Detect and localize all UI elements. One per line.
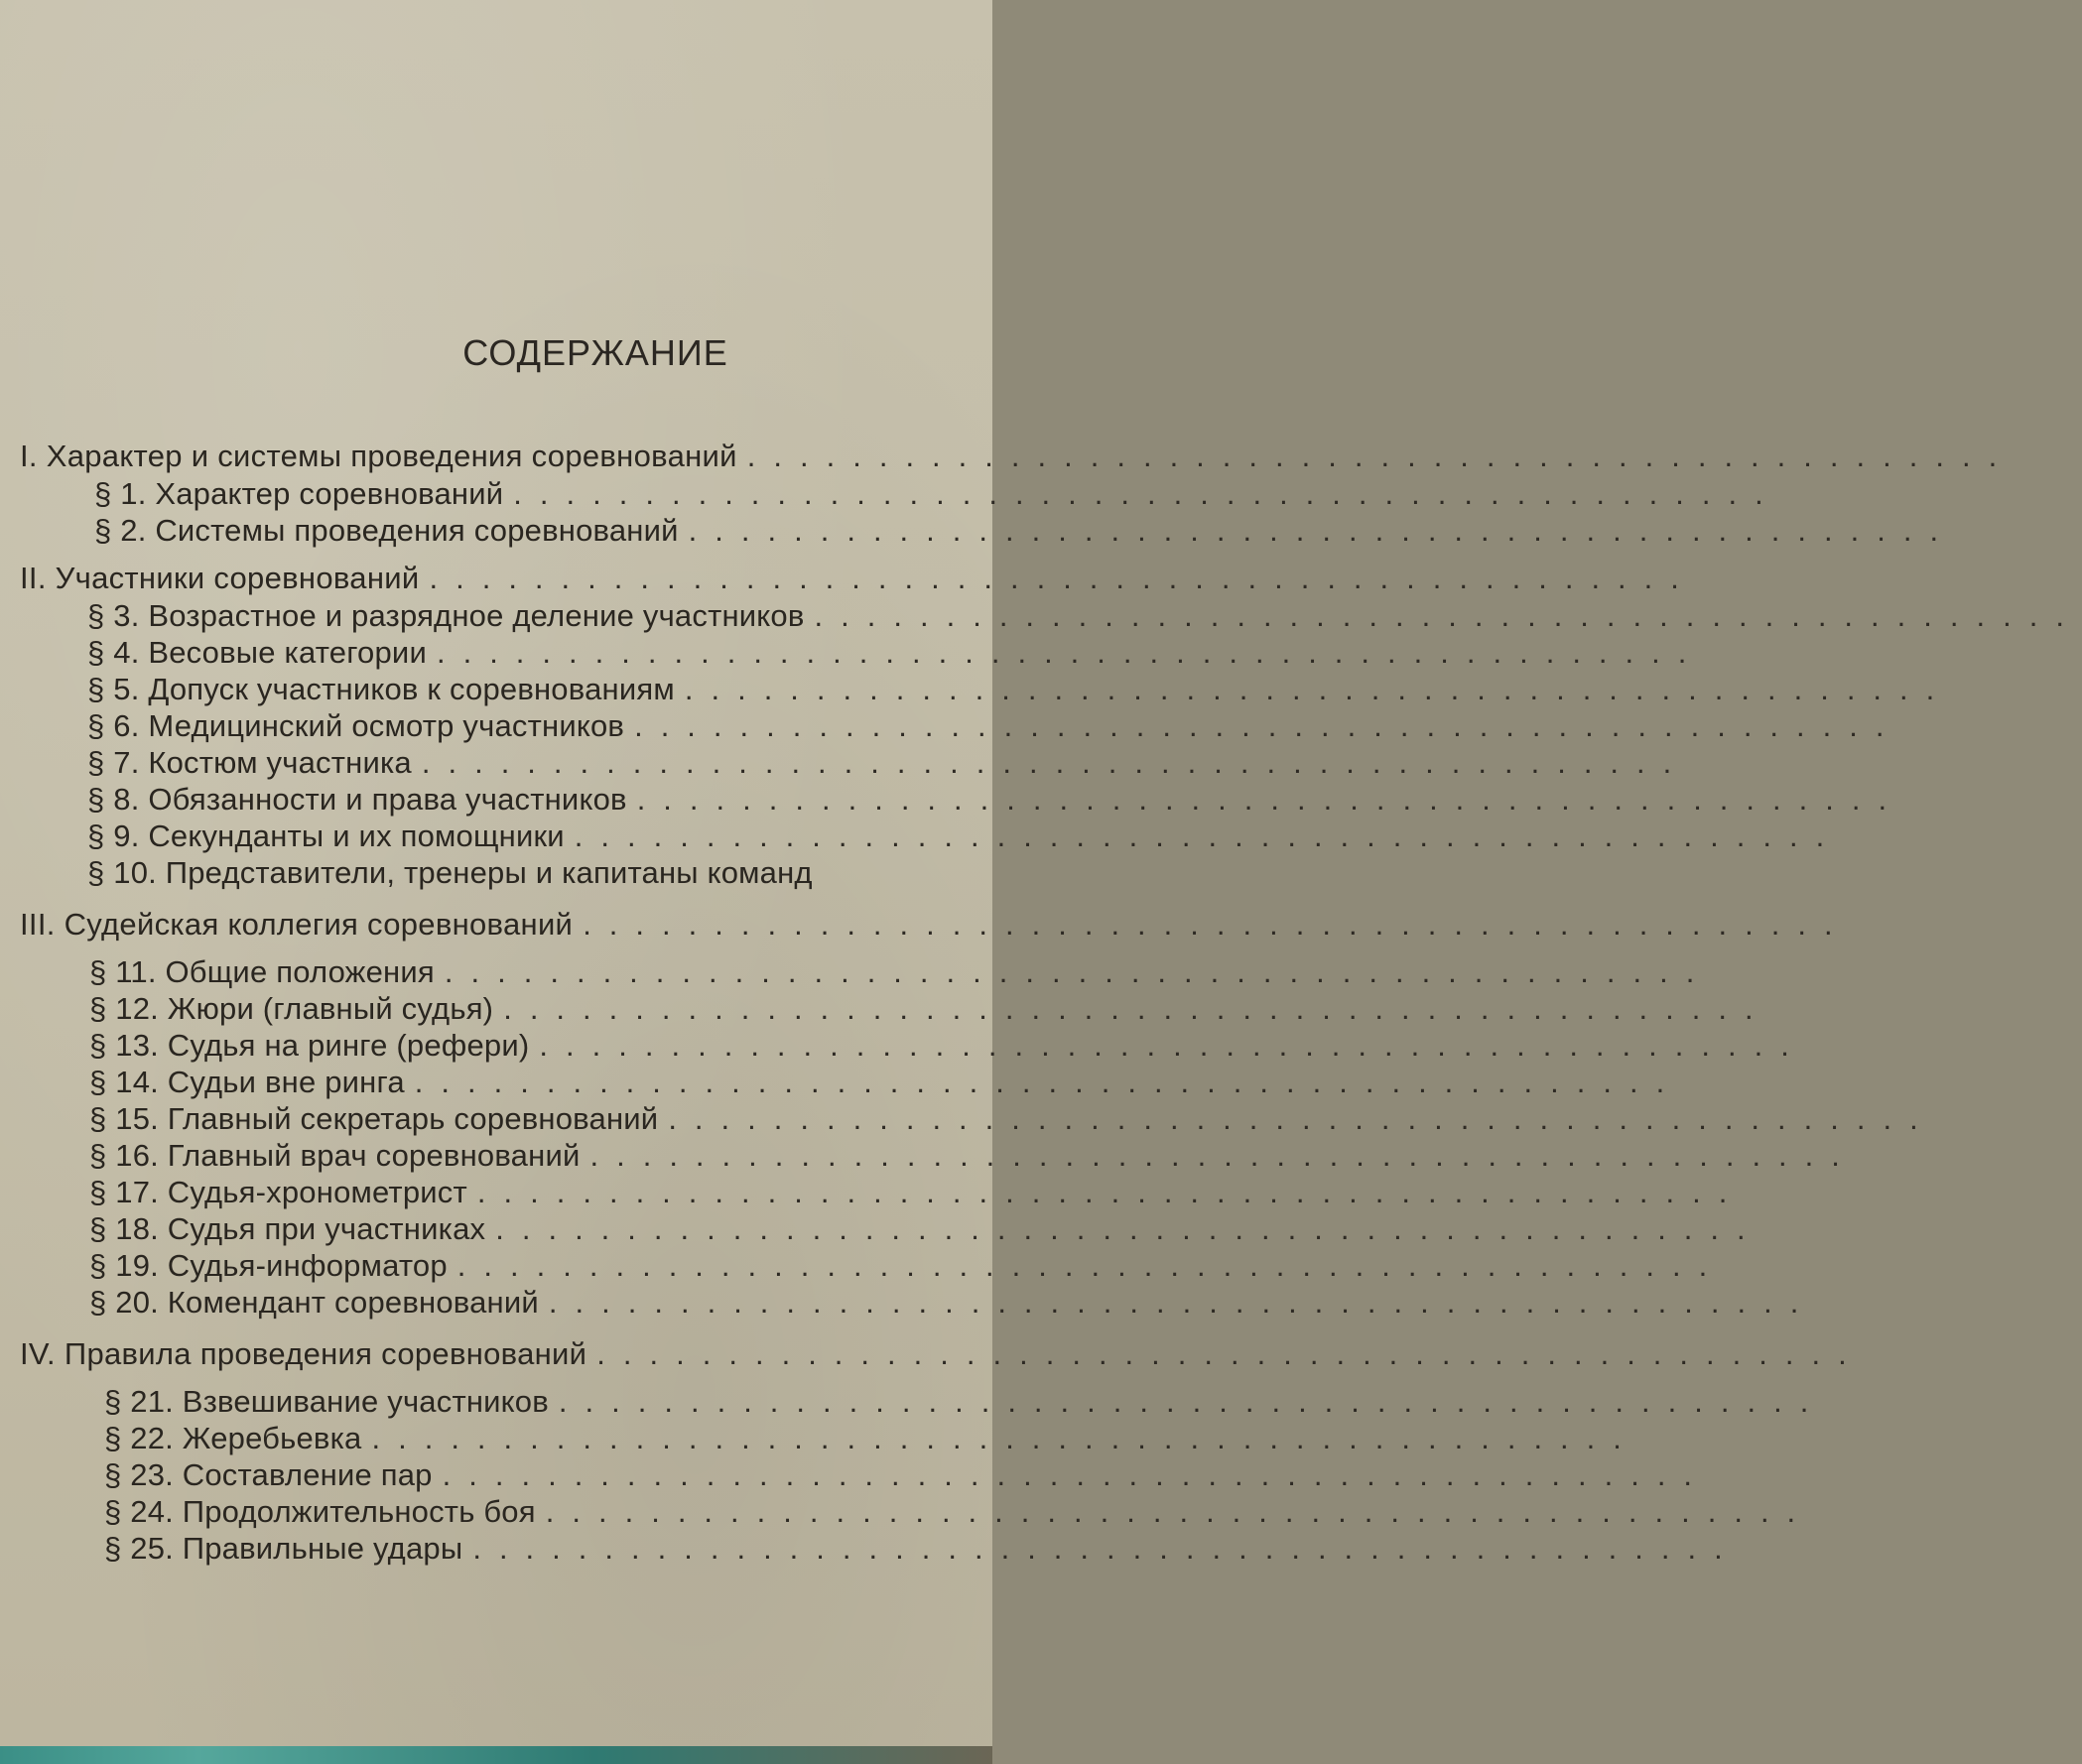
section-label: § 12. Жюри (главный судья): [89, 991, 494, 1026]
dot-leader: ................................................: [558, 1384, 1827, 1419]
section-label: § 19. Судья-информатор: [89, 1248, 448, 1283]
section-23: [20, 1456, 1711, 1493]
section-12: [20, 990, 1771, 1027]
section-label: § 3. Возрастное и разрядное деление участников: [87, 598, 805, 633]
section-8: [20, 781, 1905, 818]
section-label: § 7. Костюм участника: [87, 745, 412, 780]
section-9: [20, 818, 1843, 854]
section-14: [20, 1064, 1683, 1100]
section-label: § 22. Жеребьевка: [104, 1421, 362, 1455]
dot-leader: ................................................: [636, 782, 1905, 817]
section-label: § 5. Допуск участников к соревнованиям: [87, 672, 675, 706]
section-label: § 20. Комендант соревнований: [89, 1285, 539, 1320]
chapter-3: [20, 905, 1851, 944]
section-10: [20, 854, 992, 891]
dot-leader: ................................................: [746, 439, 2016, 473]
section-16: [20, 1137, 1858, 1174]
dot-leader: ................................................: [574, 819, 1843, 853]
section-15: [20, 1100, 1936, 1137]
section-18: [20, 1210, 1763, 1247]
chapter-label: I. Характер и системы проведения соревнований: [20, 439, 737, 473]
dot-leader: ................................................: [539, 1028, 1807, 1063]
section-24: [20, 1493, 1814, 1530]
dot-leader: ................................................: [583, 907, 1851, 942]
section-7: [20, 744, 1690, 781]
dot-leader: ................................................: [476, 1175, 1746, 1209]
dot-leader: ................................................: [371, 1421, 1639, 1455]
section-label: § 1. Характер соревнований: [94, 476, 504, 511]
dot-leader: ................................................: [421, 745, 1690, 780]
dot-leader: ................................................: [688, 513, 1957, 548]
dot-leader: ................................................: [503, 991, 1771, 1026]
section-11: [20, 953, 1713, 990]
section-25: [20, 1530, 1741, 1567]
section-6: [20, 707, 1902, 744]
section-4: [20, 634, 1705, 671]
chapter-1: [20, 437, 2016, 475]
chapter-2: [20, 559, 1697, 597]
section-1: [20, 475, 1781, 512]
page-title: СОДЕРЖАНИЕ: [462, 332, 728, 373]
section-label: § 9. Секунданты и их помощники: [87, 819, 565, 853]
section-20: [20, 1284, 1817, 1321]
section-label: § 6. Медицинский осмотр участников: [87, 708, 625, 743]
section-5: [20, 671, 1953, 707]
section-label: § 15. Главный секретарь соревнований: [89, 1101, 659, 1136]
section-3: [20, 597, 2082, 634]
section-label: § 18. Судья при участниках: [89, 1211, 486, 1246]
chapter-4: [20, 1334, 1865, 1373]
dot-leader: ................................................: [495, 1211, 1763, 1246]
dot-leader: ................................................: [589, 1138, 1858, 1173]
section-label: § 11. Общие положения: [89, 954, 435, 989]
dot-leader: ................................................: [444, 954, 1713, 989]
dot-leader: ................................................: [442, 1457, 1711, 1492]
dot-leader: ................................................: [456, 1248, 1726, 1283]
section-17: [20, 1174, 1746, 1210]
dot-leader: ................................................: [668, 1101, 1936, 1136]
section-label: § 14. Судьи вне ринга: [89, 1065, 405, 1099]
section-label: § 4. Весовые категории: [87, 635, 427, 670]
section-label: § 13. Судья на ринге (рефери): [89, 1028, 530, 1063]
dot-leader: ................................................: [414, 1065, 1683, 1099]
dot-leader: ................................................: [513, 476, 1781, 511]
section-label: § 23. Составление пар: [104, 1457, 433, 1492]
section-label: § 21. Взвешивание участников: [104, 1384, 549, 1419]
chapter-label: III. Судейская коллегия соревнований: [20, 907, 574, 942]
section-label: § 17. Судья-хронометрист: [89, 1175, 467, 1209]
chapter-label: II. Участники соревнований: [20, 561, 420, 595]
section-label: § 25. Правильные удары: [104, 1531, 463, 1566]
section-label: § 24. Продолжительность боя: [104, 1494, 536, 1529]
section-19: [20, 1247, 1726, 1284]
section-label: § 16. Главный врач соревнований: [89, 1138, 581, 1173]
dot-leader: ................................................: [596, 1336, 1865, 1371]
dot-leader: ................................................: [436, 635, 1705, 670]
dot-leader: ................................................: [814, 598, 2082, 633]
dot-leader: ................................................: [545, 1494, 1814, 1529]
table-of-contents: [20, 437, 2082, 1567]
section-label: § 2. Системы проведения соревнований: [94, 513, 679, 548]
dot-leader: ................................................: [684, 672, 1953, 706]
dot-leader: ................................................: [472, 1531, 1741, 1566]
dot-leader: ................................................: [634, 708, 1902, 743]
section-label: § 10. Представители, тренеры и капитаны команд: [87, 855, 813, 890]
book-cover-edge: [0, 1746, 992, 1764]
section-22: [20, 1420, 1639, 1456]
section-21: [20, 1383, 1827, 1420]
section-label: § 8. Обязанности и права участников: [87, 782, 627, 817]
dot-leader: ................................................: [548, 1285, 1817, 1320]
chapter-label: IV. Правила проведения соревнований: [20, 1336, 587, 1371]
section-2: [20, 512, 1957, 549]
dot-leader: ................................................: [429, 561, 1697, 595]
section-13: [20, 1027, 1807, 1064]
